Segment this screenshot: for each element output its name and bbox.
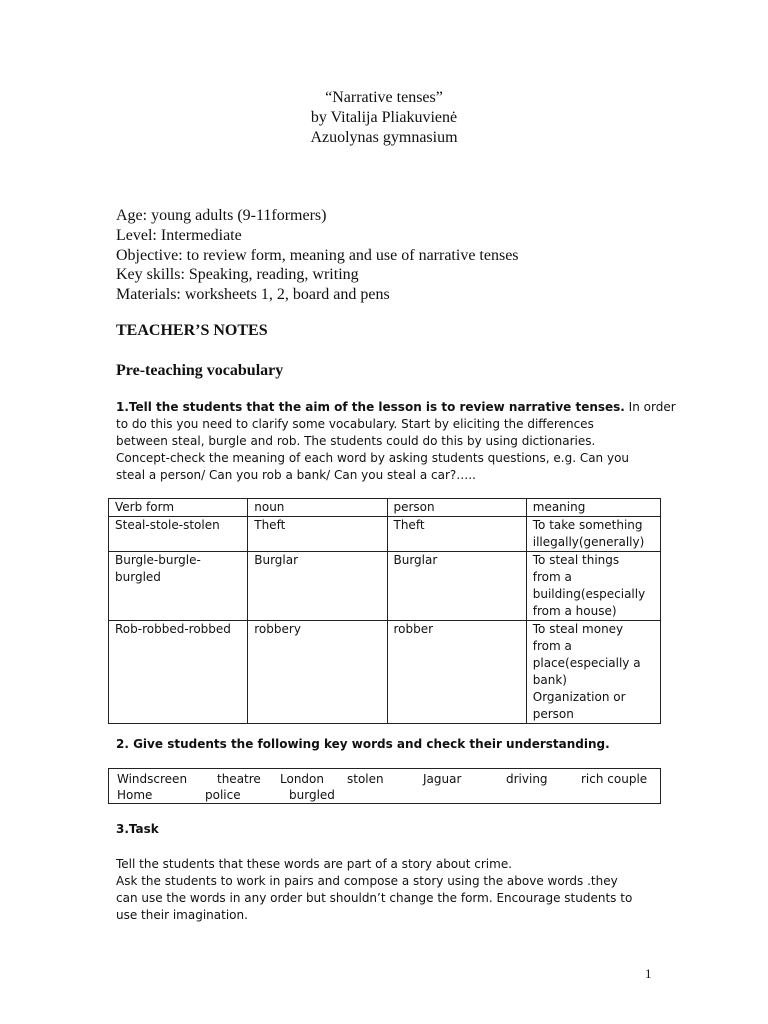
table-row xyxy=(109,517,661,552)
table-cell xyxy=(526,552,660,621)
step1-bold: 1.Tell the students that the aim of the lesson is to review narrative tenses. xyxy=(116,400,625,414)
task-line: Tell the students that these words are part of a story about crime. xyxy=(116,857,513,871)
cell-line: building(especially xyxy=(532,587,646,601)
table-header: meaning xyxy=(526,499,660,517)
task-line: Ask the students to work in pairs and compose a story using the above words .they xyxy=(116,874,618,888)
teachers-notes-heading: TEACHER’S NOTES xyxy=(116,322,268,339)
step1-line: between steal, burgle and rob. The students could do this by using dictionaries. xyxy=(116,434,596,448)
step1-paragraph xyxy=(116,399,676,484)
table-cell: robbery xyxy=(248,621,387,724)
table-cell: robber xyxy=(387,621,526,724)
cell-line: Burgle-burgle- xyxy=(115,553,201,567)
keyword: Jaguar xyxy=(423,772,462,786)
meta-age: Age: young adults (9-11formers) xyxy=(116,207,327,224)
keyword: rich couple xyxy=(581,772,648,786)
meta-skills: Key skills: Speaking, reading, writing xyxy=(116,266,359,284)
table-row xyxy=(109,552,661,621)
cell-line: person xyxy=(532,707,574,721)
keywords-box xyxy=(108,768,661,804)
table-cell xyxy=(109,517,248,552)
table-header: person xyxy=(387,499,526,517)
pre-teaching-heading: Pre-teaching vocabulary xyxy=(116,362,284,379)
task-heading: 3.Task xyxy=(116,822,159,836)
table-cell xyxy=(526,621,660,724)
table-header-row xyxy=(109,499,661,517)
cell-line: Organization or xyxy=(532,690,626,704)
table-cell xyxy=(109,552,248,621)
cell-line: illegally(generally) xyxy=(532,535,645,549)
step1-line: In order xyxy=(624,400,676,414)
table-cell xyxy=(526,517,660,552)
keyword: police xyxy=(205,788,241,802)
step1-line: to do this you need to clarify some vocabulary. Start by eliciting the differences xyxy=(116,417,594,431)
task-line: can use the words in any order but shouldn’t change the form. Encourage students to xyxy=(116,891,633,905)
task-paragraph xyxy=(116,856,661,924)
table-row xyxy=(109,621,661,724)
cell-line: Steal-stole-stolen xyxy=(115,518,220,532)
meta-level: Level: Intermediate xyxy=(116,226,242,244)
keyword: Windscreen xyxy=(117,772,188,786)
table-header: Verb form xyxy=(109,499,248,517)
keyword: stolen xyxy=(347,772,384,786)
cell-line: bank) xyxy=(532,673,567,687)
author-line: by Vitalija Pliakuvienė xyxy=(310,109,458,126)
table-cell xyxy=(109,621,248,724)
cell-line: To take something xyxy=(532,518,643,532)
cell-line: burgled xyxy=(115,570,161,584)
keyword: London xyxy=(280,772,324,786)
title-block xyxy=(0,88,768,148)
cell-line: from a house) xyxy=(532,604,617,618)
cell-line: place(especially a xyxy=(532,656,641,670)
step2-instruction: 2. Give students the following key words and check their understanding. xyxy=(116,737,610,751)
meta-materials: Materials: worksheets 1, 2, board and pens xyxy=(116,286,390,304)
lesson-meta xyxy=(116,206,696,305)
step1-line: Concept-check the meaning of each word by asking students questions, e.g. Can you xyxy=(116,451,630,465)
table-header: noun xyxy=(248,499,387,517)
keyword: burgled xyxy=(289,788,335,802)
document-title: “Narrative tenses” xyxy=(325,89,443,106)
page-number: 1 xyxy=(645,966,652,981)
school-line: Azuolynas gymnasium xyxy=(310,129,458,146)
task-line: use their imagination. xyxy=(116,908,248,922)
keyword: theatre xyxy=(217,772,261,786)
table-cell: Theft xyxy=(248,517,387,552)
table-cell: Theft xyxy=(387,517,526,552)
keyword: Home xyxy=(117,788,153,802)
cell-line: To steal things xyxy=(532,553,620,567)
cell-line: from a xyxy=(532,639,572,653)
keyword: driving xyxy=(506,772,548,786)
step1-line: steal a person/ Can you rob a bank/ Can you steal a car?….. xyxy=(116,468,476,482)
meta-objective: Objective: to review form, meaning and use of narrative tenses xyxy=(116,246,519,264)
cell-line: Rob-robbed-robbed xyxy=(115,622,231,636)
table-cell: Burglar xyxy=(248,552,387,621)
cell-line: To steal money xyxy=(532,622,624,636)
cell-line: from a xyxy=(532,570,572,584)
table-cell: Burglar xyxy=(387,552,526,621)
vocabulary-table xyxy=(108,498,661,724)
